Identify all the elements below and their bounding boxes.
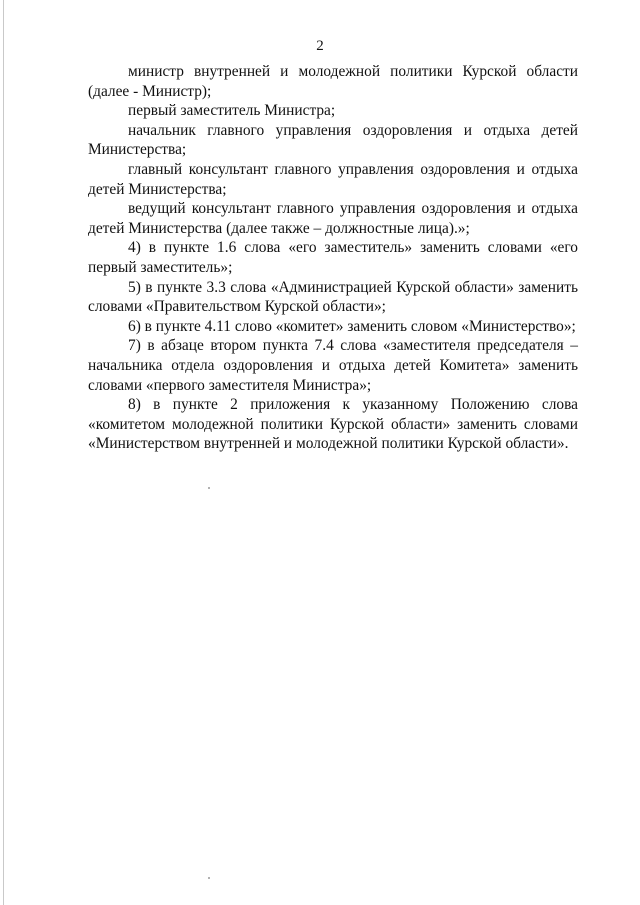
paragraph-2: первый заместитель Министра; — [128, 102, 336, 120]
scan-speck — [208, 487, 210, 489]
page-edge-line — [3, 0, 4, 905]
paragraph-3: начальник главного управления оздоровления и отдыха детей Министерства; — [88, 121, 578, 159]
paragraph-7: 5) в пункте 3.3 слова «Администрацией Курской области» заменить словами «Правительством Курской области»; — [88, 278, 578, 316]
paragraph-10: 8) в пункте 2 приложения к указанному Положению слова «комитетом молодежной политики Курской области» заменить словами «Министерством внутренней и молодежной политики Курской области». — [88, 396, 578, 453]
paragraph-8: 6) в пункте 4.11 слово «комитет» заменить словом «Министерство»; — [128, 317, 576, 335]
scan-speck — [208, 877, 210, 879]
page-number: 2 — [316, 38, 324, 54]
paragraph-1: министр внутренней и молодежной политики Курской области (далее - Министр); — [88, 63, 578, 100]
paragraph-5: ведущий консультант главного управления оздоровления и отдыха детей Министерства (далее также – должностные лица).»; — [88, 200, 578, 237]
paragraph-9: 7) в абзаце втором пункта 7.4 слова «заместителя председателя – начальника отдела оздоровления и отдыха детей Комитета» заменить словами «первого заместителя Министра»; — [88, 337, 578, 394]
paragraph-6: 4) в пункте 1.6 слова «его заместитель» заменить словами «его первый заместитель»; — [88, 239, 578, 276]
document-body — [88, 62, 578, 454]
paragraph-4: главный консультант главного управления оздоровления и отдыха детей Министерства; — [88, 160, 578, 198]
